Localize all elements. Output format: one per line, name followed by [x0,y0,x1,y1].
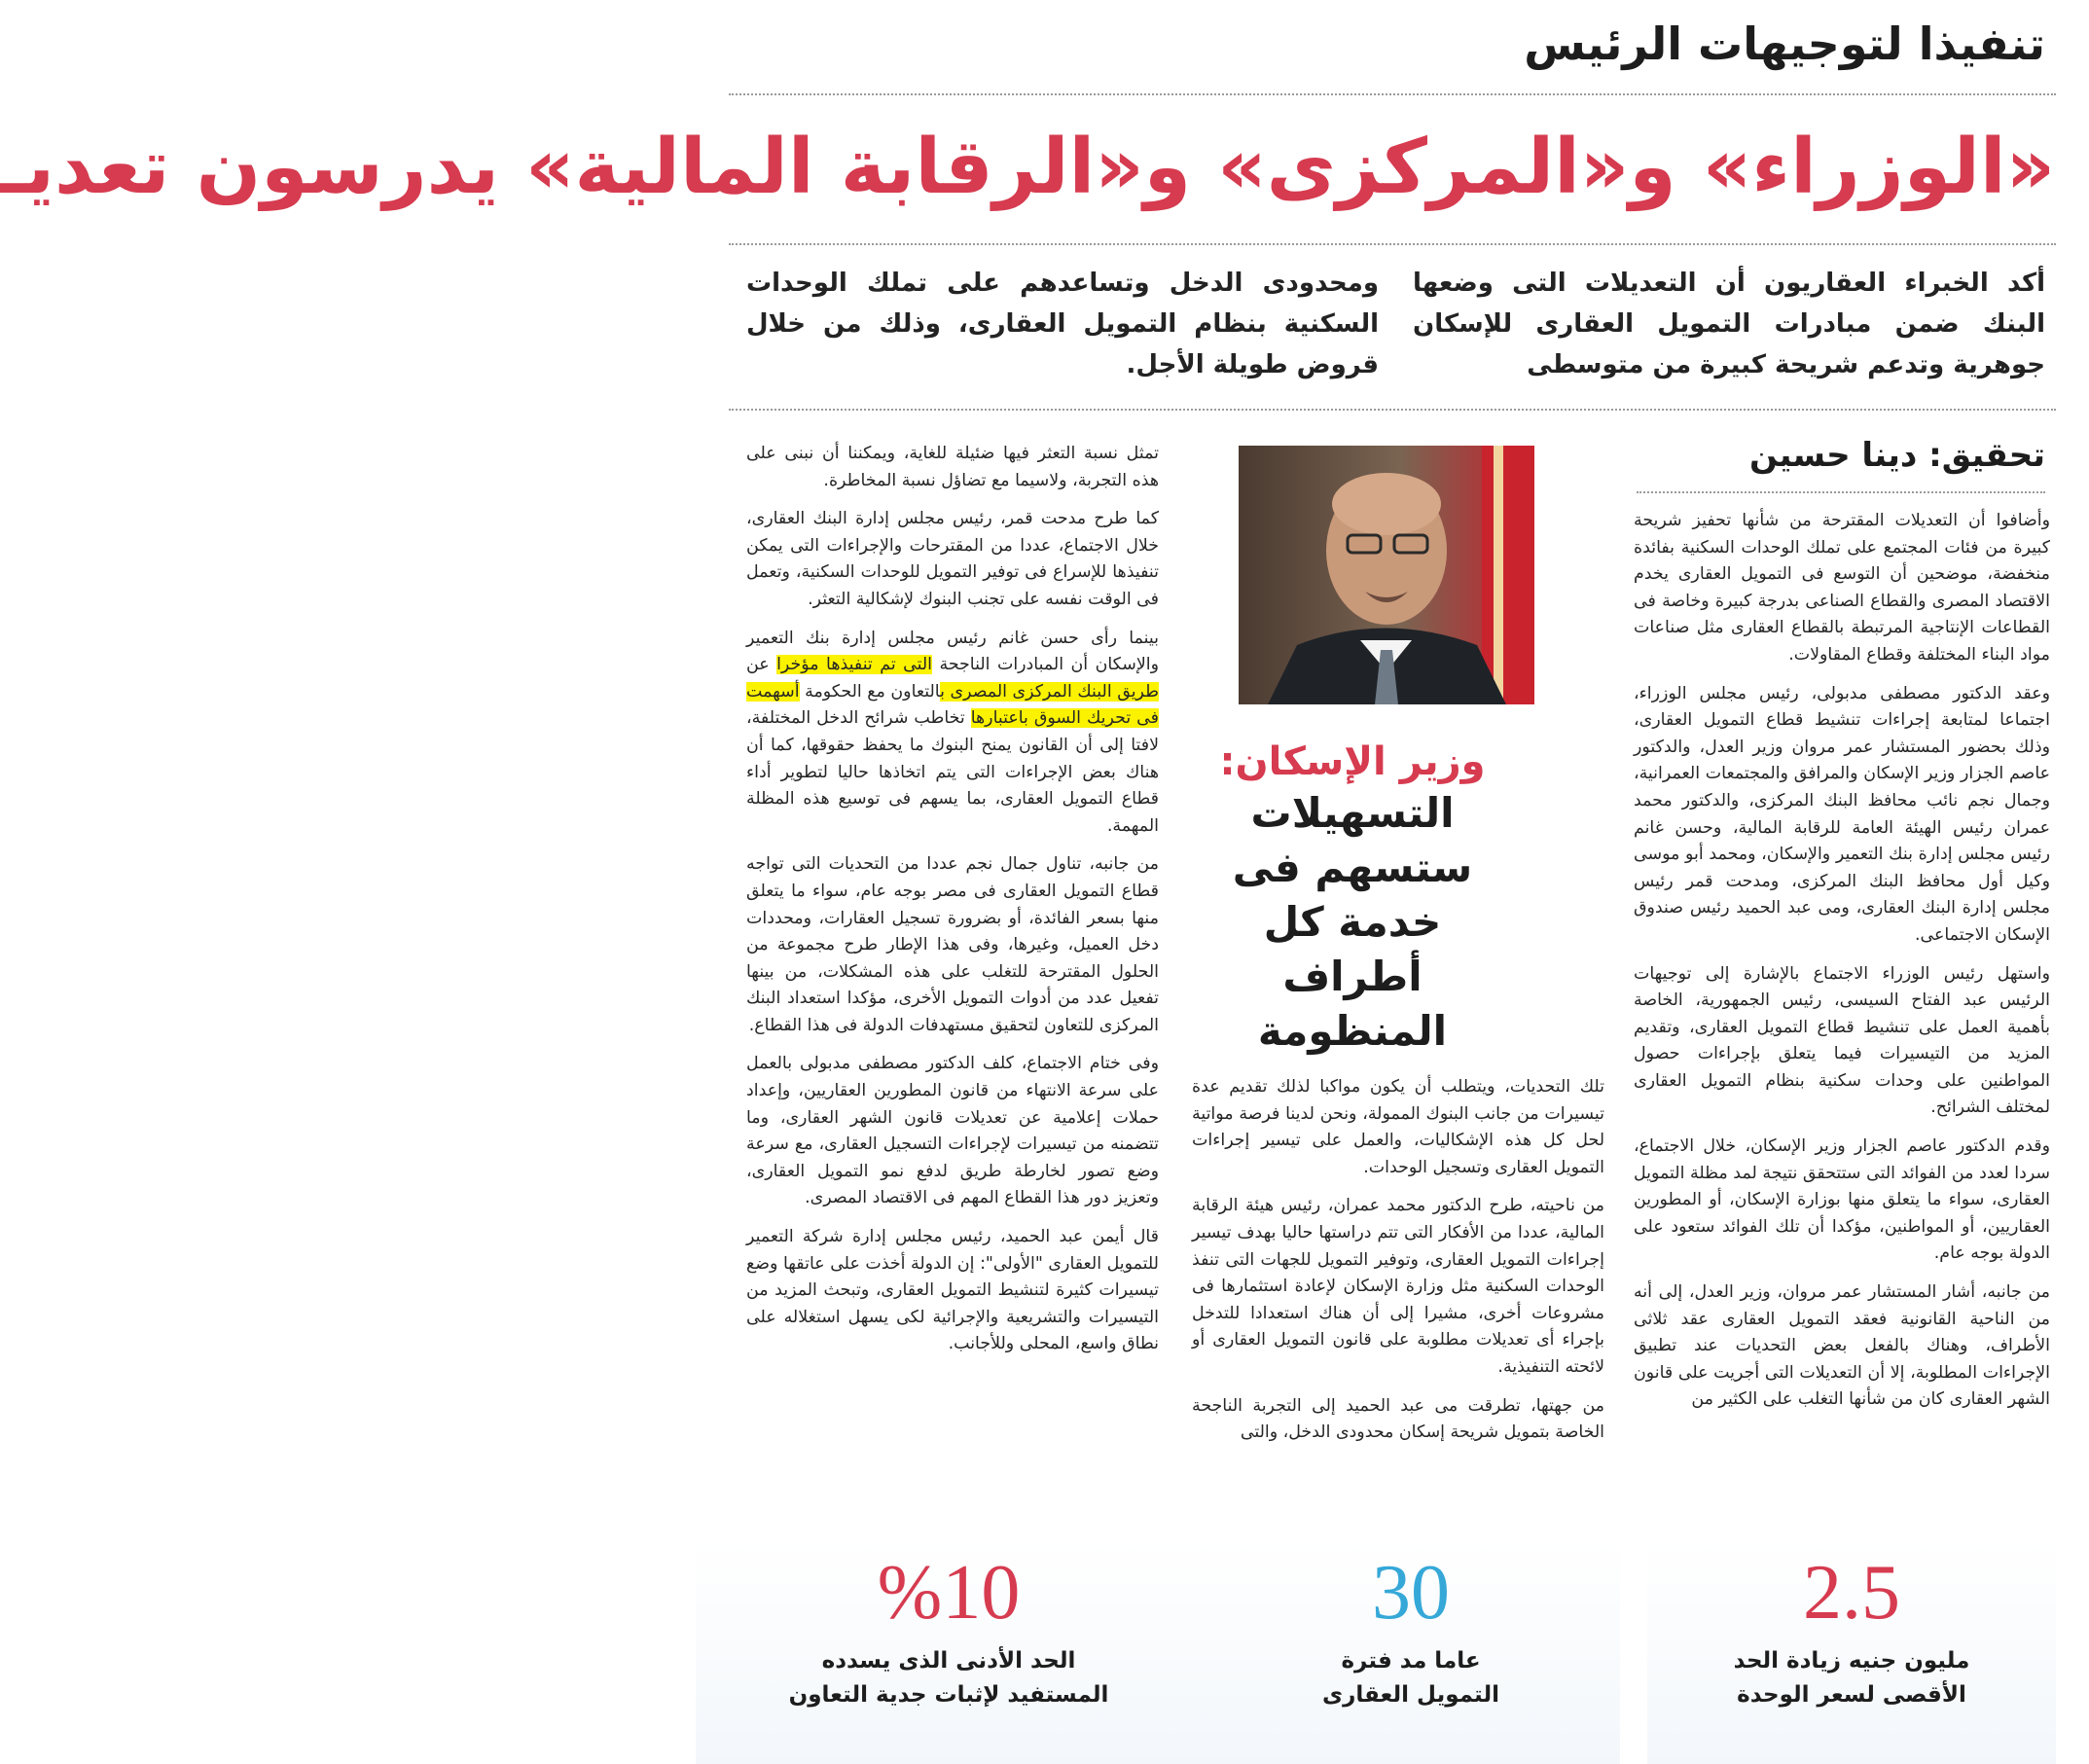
portrait-photo-icon [1239,446,1534,704]
pull-quote-text: التسهيلات ستسهم فى خدمة كل أطراف المنظومة [1232,789,1473,1055]
highlighted-text: أسهمت فى تحريك السوق باعتبارها [746,681,1159,729]
column-right [1634,508,2050,1414]
paragraph: من جانبه، أشار المستشار عمر مروان، وزير العدل، إلى أنه من الناحية القانونية فعقد التمويل العقارى عقد ثلاثى الأطراف، وهناك بالفعل بعض التحديات عند تطبيق الإجراءات المطلوبة، إلا أن التعديلات التى أجريت على قانون الشهر العقارى كان من شأنها التغلب على الكثير من [1634,1282,2050,1410]
headline-container [0,115,2055,222]
stat-value: 2.5 [1803,1550,1900,1636]
paragraph: تمثل نسبة التعثر فيها ضئيلة للغاية، ويمكننا أن نبنى على هذه التجربة، ولاسيما مع تضاؤل نسبة المخاطرة. [746,444,1159,490]
stat-block-1 [1647,1539,2056,1764]
kicker-divider [729,93,2056,95]
section-kicker: تنفيذا لتوجيهات الرئيس [1524,18,2045,70]
main-headline: «الوزراء» و«المركزى» و«الرقابة المالية» يدرسون تعديـ [0,124,2055,211]
paragraph: كما طرح مدحت قمر، رئيس مجلس إدارة البنك العقارى، خلال الاجتماع، عددا من المقترحات والإجراءات التى يمكن تنفيذها للإسراع فى توفير التمويل للوحدات السكنية، وتعمل فى الوقت نفسه على تجنب البنوك لإشكالية التعثر. [746,509,1159,609]
column-left [746,441,1159,1358]
stat-caption: الحد الأدنى الذى يسدده المستفيد لإثبات جدية التعاون [788,1648,1109,1708]
highlighted-text: التى تم تنفيذها مؤخرا [776,655,933,675]
paragraph: من ناحيته، طرح الدكتور محمد عمران، رئيس هيئة الرقابة المالية، عددا من الأفكار التى تتم دراستها حاليا بهدف تيسير إجراءات التمويل العقارى، وتوفير التمويل للجهات التى تنفذ الوحدات السكنية مثل وزارة الإسكان لإعادة استثمارها فى مشروعات أخرى، مشيرا إلى أن هناك استعدادا للتدخل بإجراء أى تعديلات مطلوبة على قانون التمويل العقارى أو لائحته التنفيذية. [1192,1196,1604,1377]
column-middle [1192,1074,1604,1447]
text-segment: بينما رأى حسن غانم رئيس مجلس إدارة بنك التعمير والإسكان أن المبادرات الناجحة [746,628,1159,675]
stat-caption: مليون جنيه زيادة الحد الأقصى لسعر الوحدة [1733,1648,1970,1708]
paragraph: وفى ختام الاجتماع، كلف الدكتور مصطفى مدبولى بالعمل على سرعة الانتهاء من قانون المطورين العقاريين، وإعداد حملات إعلامية عن تعديلات قانون الشهر العقارى، وما تتضمنه من تيسيرات لإجراءات التسجيل العقارى، مع سرعة وضع تصور لخارطة طريق لدفع نمو التمويل العقارى، وتعزيز دور هذا القطاع المهم فى الاقتصاد المصرى. [746,1054,1159,1208]
highlighted-text: طريق البنك المركزى المصرى ب [940,681,1159,702]
paragraph: وعقد الدكتور مصطفى مدبولى، رئيس مجلس الوزراء، اجتماعا لمتابعة إجراءات تنشيط قطاع التمويل العقارى، وذلك بحضور المستشار عمر مروان وزير العدل، والدكتور عاصم الجزار وزير الإسكان والمرافق والمجتمعات العمرانية، وجمال نجم نائب محافظ البنك المركزى، والدكتور محمد عمران رئيس الهيئة العامة للرقابة المالية، وحسن غانم رئيس مجلس إدارة بنك التعمير والإسكان، ومحمد أبو موسى وكيل أول محافظ البنك المركزى، ومدحت قمر رئيس مجلس إدارة البنك العقارى، ومى عبد الحميد رئيس صندوق الإسكان الاجتماعى. [1634,683,2050,945]
headline-divider [729,243,2056,245]
paragraph: من جهتها، تطرقت مى عبد الحميد إلى التجربة الناجحة الخاصة بتمويل شريحة إسكان محدودى الدخل، والتى [1192,1395,1604,1443]
byline-divider [1637,491,2045,493]
text-segment: التعاون مع الحكومة [799,681,941,702]
byline: تحقيق: دينا حسين [1749,436,2045,475]
intro-divider [729,409,2056,411]
stat-block-3 [696,1539,1202,1764]
highlighted-paragraph [746,626,1159,841]
paragraph: وأضافوا أن التعديلات المقترحة من شأنها تحفيز شريحة كبيرة من فئات المجتمع على تملك الوحدات السكنية بفائدة منخفضة، موضحين أن التوسع فى التمويل العقارى يخدم الاقتصاد المصرى والقطاع الصناعى بدرجة كبيرة وخاصة فى القطاعات الإنتاجية المرتبطة بالقطاع العقارى مثل صناعات مواد البناء المختلفة وقطاع المقاولات. [1634,511,2050,665]
stat-block-2 [1202,1539,1620,1764]
paragraph: واستهل رئيس الوزراء الاجتماع بالإشارة إلى توجيهات الرئيس عبد الفتاح السيسى، رئيس الجمهورية، الخاصة بأهمية العمل على تنشيط قطاع التمويل العقارى، وتقديم المزيد من التيسيرات فيما يتعلق بإجراءات حصول المواطنين على وحدات سكنية بنظام التمويل العقارى لمختلف الشرائح. [1634,963,2050,1118]
text-segment: تخاطب شرائح الدخل المختلفة، لافتا إلى أن القانون يمنح البنوك ما يحفظ حقوقها، كما أن هناك بعض الإجراءات التى يتم اتخاذها حاليا لتطوير أداء قطاع التمويل العقارى، بما يسهم فى توسيع هذه المظلة المهمة. [746,708,1159,836]
intro-right-text: أكد الخبراء العقاريون أن التعديلات التى وضعها البنك ضمن مبادرات التمويل العقارى للإسكان جوهرية وتدعم شريحة كبيرة من متوسطى [1413,269,2045,379]
stat-value: %10 [877,1550,1021,1636]
pull-quote-label: وزير الإسكان: [1219,739,1486,784]
text-segment: عن [746,655,777,675]
stat-value: 30 [1372,1550,1450,1636]
paragraph: تلك التحديات، ويتطلب أن يكون مواكبا لذلك تقديم عدة تيسيرات من جانب البنوك الممولة، ونحن لدينا فرصة مواتية لحل كل هذه الإشكاليات، والعمل على تيسير إجراءات التمويل العقارى وتسجيل الوحدات. [1192,1077,1604,1177]
paragraph: من جانبه، تناول جمال نجم عددا من التحديات التى تواجه قطاع التمويل العقارى فى مصر بوجه عام، سواء ما يتعلق منها بسعر الفائدة، أو بضرورة تسجيل العقارات، ومحددات دخل العميل، وغيرها، وفى هذا الإطار طرح مجموعة من الحلول المقترحة للتغلب على هذه المشكلات، من بينها تفعيل عدد من أدوات التمويل الأخرى، مؤكدا استعداد البنك المركزى للتعاون لتحقيق مستهدفات الدولة فى هذا القطاع. [746,854,1159,1035]
stat-caption: عاما مد فترة التمويل العقارى [1322,1648,1499,1708]
intro-right [1413,263,2045,385]
paragraph: قال أيمن عبد الحميد، رئيس مجلس إدارة شركة التعمير للتمويل العقارى "الأولى": إن الدولة أخذت على عاتقها وضع تيسيرات كثيرة لتنشيط التمويل العقارى، وتبحث المزيد من التيسيرات والتشريعية والإجرائية لكى يسهل استغلاله على نطاق واسع، المحلى وللأجانب. [746,1227,1159,1354]
intro-left [746,263,1379,385]
portrait-photo-icon [1239,446,1534,704]
paragraph: وقدم الدكتور عاصم الجزار وزير الإسكان، خلال الاجتماع، سردا لعدد من الفوائد التى ستتحقق نتيجة لمد مظلة التمويل العقارى، سواء ما يتعلق منها بوزارة الإسكان، أو المطورين العقاريين، أو المواطنين، مؤكدا أن تلك الفوائد ستعود على الدولة بوجه عام. [1634,1136,2050,1264]
intro-left-text: ومحدودى الدخل وتساعدهم على تملك الوحدات السكنية بنظام التمويل العقارى، وذلك من خلال قروض طويلة الأجل. [746,269,1379,379]
